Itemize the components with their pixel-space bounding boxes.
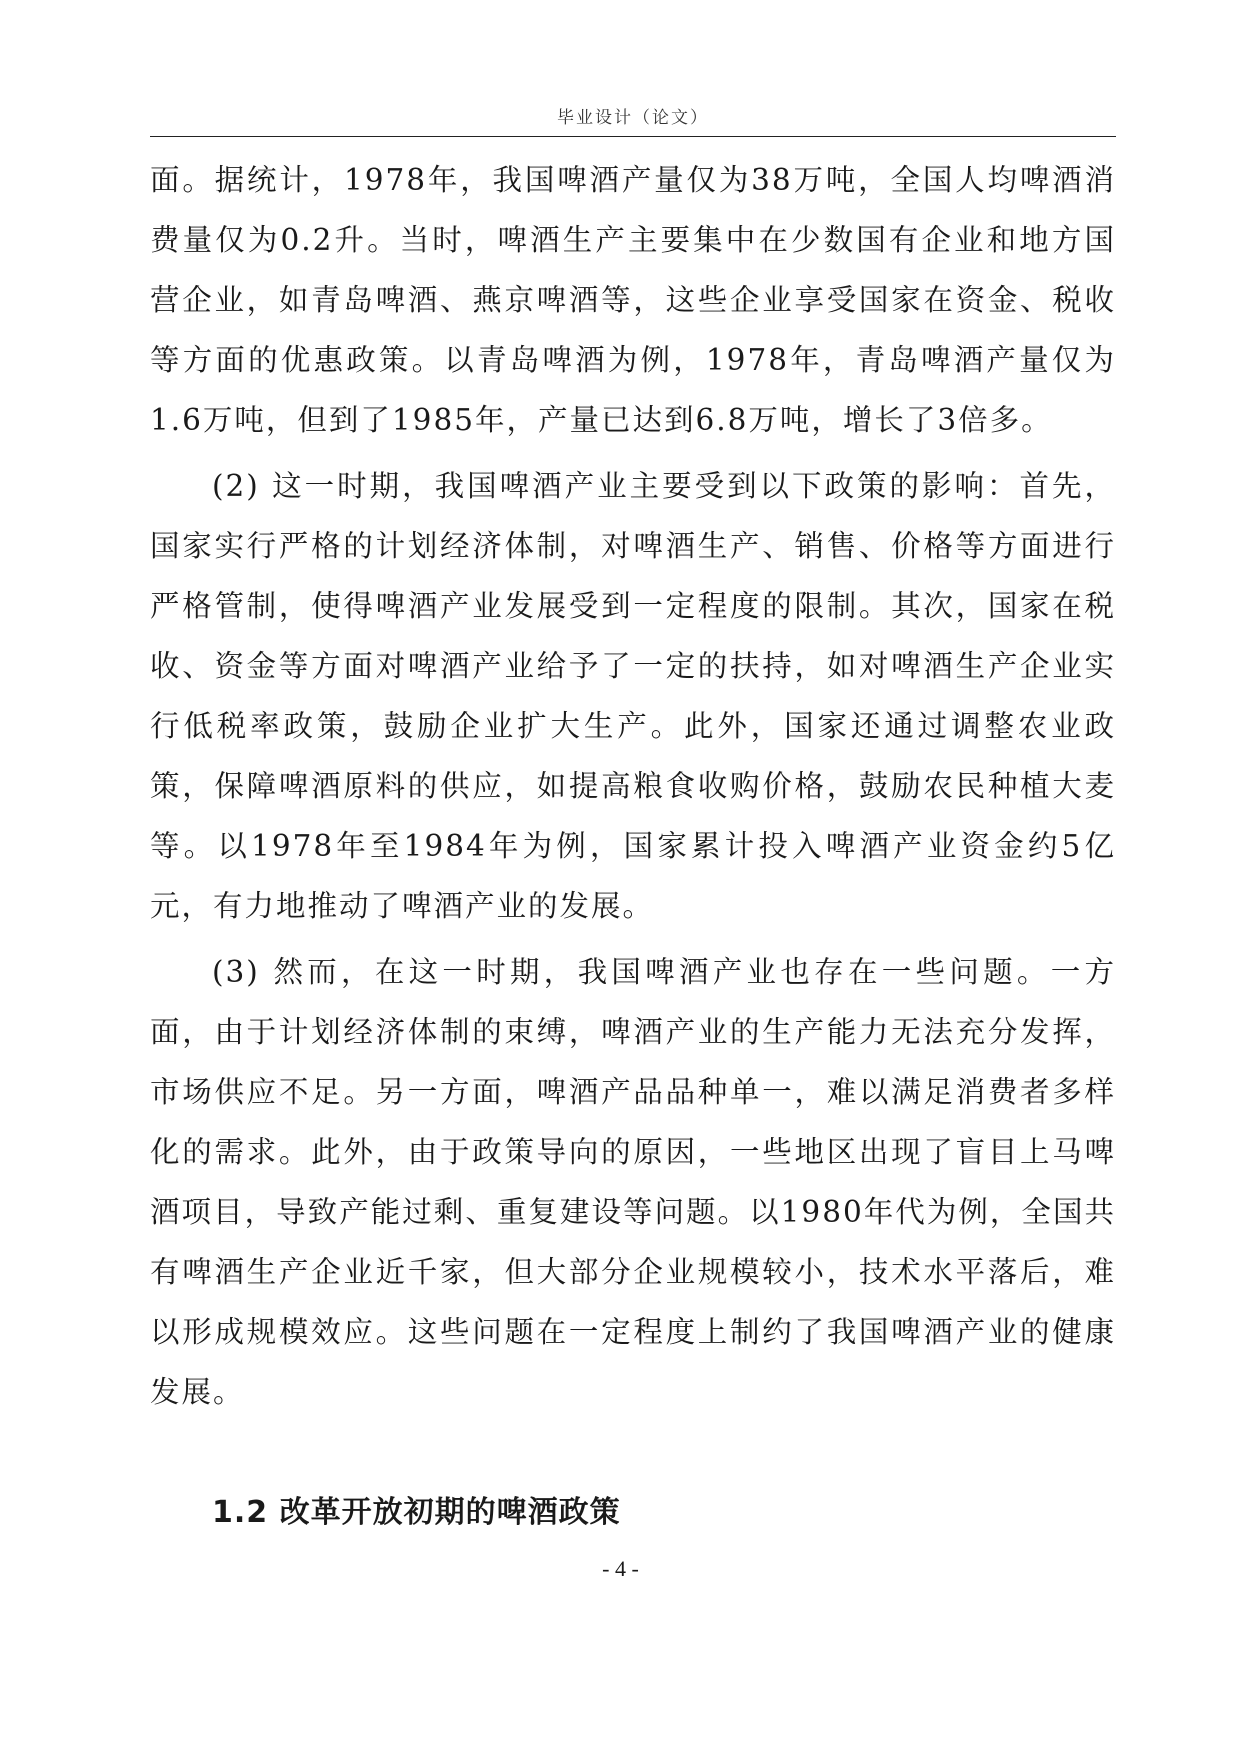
- paragraph-2: (2) 这一时期，我国啤酒产业主要受到以下政策的影响：首先，国家实行严格的计划经济体制，对啤酒生产、销售、价格等方面进行严格管制，使得啤酒产业发展受到一定程度的限制。其次，国家在税收、资金等方面对啤酒产业给予了一定的扶持，如对啤酒生产企业实行低税率政策，鼓励企业扩大生产。此外，国家还通过调整农业政策，保障啤酒原料的供应，如提高粮食收购价格，鼓励农民种植大麦等。以1978年至1984年为例，国家累计投入啤酒产业资金约5亿元，有力地推动了啤酒产业的发展。: [150, 469, 1116, 923]
- section-heading: 1.2 改革开放初期的啤酒政策: [212, 1495, 621, 1530]
- page-number: - 4 -: [602, 1556, 639, 1581]
- body-text: [150, 150, 1116, 1422]
- running-header: 毕业设计（论文）: [557, 108, 709, 128]
- paragraph-3: (3) 然而，在这一时期，我国啤酒产业也存在一些问题。一方面，由于计划经济体制的束缚，啤酒产业的生产能力无法充分发挥，市场供应不足。另一方面，啤酒产品品种单一，难以满足消费者多样化的需求。此外，由于政策导向的原因，一些地区出现了盲目上马啤酒项目，导致产能过剩、重复建设等问题。以1980年代为例，全国共有啤酒生产企业近千家，但大部分企业规模较小，技术水平落后，难以形成规模效应。这些问题在一定程度上制约了我国啤酒产业的健康发展。: [150, 955, 1116, 1409]
- paragraph-continuation: 面。据统计，1978年，我国啤酒产量仅为38万吨，全国人均啤酒消费量仅为0.2升。当时，啤酒生产主要集中在少数国有企业和地方国营企业，如青岛啤酒、燕京啤酒等，这些企业享受国家在资金、税收等方面的优惠政策。以青岛啤酒为例，1978年，青岛啤酒产量仅为1.6万吨，但到了1985年，产量已达到6.8万吨，增长了3倍多。: [150, 163, 1116, 437]
- header-divider: [150, 136, 1116, 137]
